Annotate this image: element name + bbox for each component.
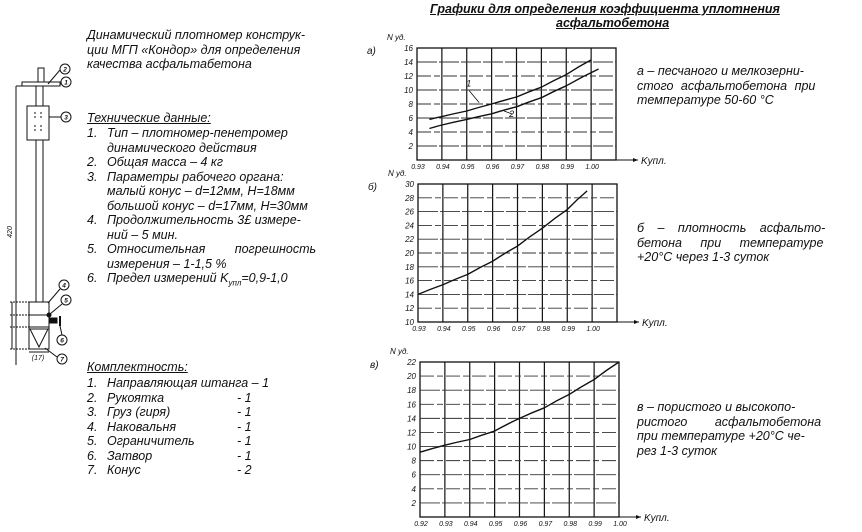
series-leader [469, 91, 479, 103]
callout-7: 7 [60, 356, 64, 364]
arrow-head-icon [634, 320, 639, 324]
y-tick-label: 4 [411, 484, 416, 494]
kit-item: 4. Наковальня - 1 [87, 419, 252, 434]
x-tick-label: 0.93 [412, 326, 426, 333]
panel-label: б) [368, 182, 377, 193]
tech-item-6: 6. Предел измерений $K_{упл}=0,9-1,0$ [87, 271, 288, 288]
x-tick-label: 0.98 [536, 326, 551, 333]
x-tick-label: 0.99 [588, 521, 602, 528]
x-axis-label: Kупл. [642, 318, 668, 329]
x-tick-label: 0.94 [463, 521, 478, 528]
kit-item: 3. Груз (гиря) - 1 [87, 405, 252, 419]
y-tick-label: 24 [405, 221, 414, 231]
panel-label: в) [370, 360, 379, 371]
x-tick-label: 0.94 [437, 326, 451, 333]
charts-title-line-2: асфальтобетона [556, 16, 670, 30]
y-tick-label: 18 [407, 386, 416, 396]
chart-c [360, 340, 670, 532]
x-tick-label: 0.95 [460, 164, 475, 171]
kit-heading: Комплектность: [87, 360, 188, 374]
y-tick-label: 28 [405, 193, 414, 203]
limiter [29, 315, 49, 327]
weight [27, 106, 49, 140]
chart-a [360, 30, 667, 171]
series-label-2: 2 [509, 109, 515, 119]
y-tick-label: 10 [405, 318, 414, 327]
x-tick-label: 0.95 [461, 326, 476, 333]
intro-line: ции МГП «Кондор» для определения [87, 42, 301, 57]
description-a: а – песчаного и мелкозерни- стого асфальтобетона при температуре 50-60 °C [637, 64, 816, 107]
y-tick-label: 2 [408, 142, 413, 151]
x-tick-label: 0.98 [535, 164, 550, 171]
kit-list [87, 376, 307, 478]
y-tick-label: 16 [407, 400, 416, 410]
y-tick-label: 14 [407, 414, 416, 424]
y-tick-label: 18 [405, 262, 414, 272]
dimension-height-label: 420 [7, 226, 14, 238]
tech-item-4: 4. Продолжительность 3£ измере- ний – 5 мин. [87, 213, 301, 242]
callout-4: 4 [62, 282, 66, 290]
description-b: б – плотность асфальто- бетона при температуре +20°C через 1-3 суток [637, 221, 826, 264]
callout-5: 5 [64, 297, 68, 305]
x-tick-label: 0.97 [511, 326, 526, 333]
x-tick-label: 0.99 [560, 164, 575, 171]
y-tick-label: 22 [405, 235, 414, 245]
kit-item: 1. Направляющая штанга – 1 [87, 376, 270, 390]
x-tick-label: 0.93 [439, 521, 453, 528]
kit-item: 5. Ограничитель - 1 [87, 434, 252, 448]
x-tick-label: 0.95 [488, 521, 503, 528]
x-tick-label: 0.92 [414, 521, 428, 528]
y-tick-label: 12 [407, 428, 416, 438]
y-tick-label: 6 [408, 114, 413, 123]
charts-title-line-1: Графики для определения коэффициента уплотнения [430, 2, 780, 16]
tech-list [87, 126, 316, 291]
y-axis-label: N уд. [387, 33, 406, 42]
kit-item: 7. Конус - 2 [87, 463, 252, 477]
y-axis-label: N уд. [388, 169, 407, 178]
x-tick-label: 0.96 [486, 326, 501, 333]
tech-item-3: 3. Параметры рабочего органа: малый конус – d=12мм, H=18мм большой конус – d=17мм, H=30мм [87, 169, 308, 213]
kit-item: 6. Затвор - 1 [87, 448, 252, 463]
tech-item-5: 5. Относительная погрешность измерения – 1-1,5 % [87, 242, 317, 271]
y-tick-label: 6 [411, 470, 416, 480]
y-tick-label: 10 [407, 442, 416, 452]
tech-item-1: 1. Тип – плотномер-пенетромер динамического действия [87, 126, 288, 155]
y-tick-label: 8 [408, 100, 413, 109]
x-axis-label: Kупл. [641, 156, 667, 167]
y-axis-label: N уд. [390, 347, 409, 356]
y-tick-label: 4 [408, 128, 413, 137]
x-tick-label: 0.99 [561, 326, 576, 333]
y-tick-label: 8 [411, 456, 416, 466]
panel-label: а) [367, 46, 376, 57]
x-tick-label: 0.97 [510, 164, 525, 171]
series-line-2 [429, 69, 598, 129]
x-tick-label: 1.00 [586, 326, 600, 333]
y-tick-label: 14 [404, 58, 413, 67]
x-tick-label: 1.00 [613, 521, 627, 528]
rod-top [38, 68, 44, 82]
intro-line: Динамический плотномер конструк- [87, 28, 306, 42]
x-tick-label: 0.96 [513, 521, 528, 528]
y-tick-label: 26 [405, 207, 414, 217]
x-tick-label: 0.94 [436, 164, 450, 171]
chart-b [360, 165, 668, 340]
intro-line: качества асфальтабетона [87, 57, 252, 71]
anvil [29, 302, 49, 315]
intro-text [87, 28, 305, 72]
dimension-bottom-label: (17) [31, 355, 45, 362]
description-c: в – пористого и высокопо- ристого асфальтобетона при температуре +20°C че- рез 1-3 суток [637, 400, 822, 458]
x-tick-label: 0.93 [411, 164, 425, 171]
series-label-1: 1 [466, 78, 472, 89]
arrow-head-icon [633, 158, 638, 162]
densimeter-drawing [0, 0, 100, 532]
callout-1: 1 [64, 79, 68, 87]
y-tick-label: 16 [405, 276, 414, 286]
y-tick-label: 30 [405, 180, 414, 189]
x-axis-label: Kупл. [644, 513, 670, 524]
y-tick-label: 16 [404, 44, 413, 53]
y-tick-label: 14 [405, 290, 414, 300]
callout-6: 6 [60, 337, 64, 345]
callout-2: 2 [63, 66, 67, 74]
callout-3: 3 [64, 114, 68, 122]
handle [22, 82, 60, 86]
kit-item: 2. Рукоятка - 1 [87, 390, 252, 405]
y-tick-label: 12 [405, 304, 414, 314]
x-tick-label: 1.00 [585, 164, 599, 171]
x-tick-label: 0.98 [563, 521, 578, 528]
y-tick-label: 20 [407, 372, 416, 382]
x-tick-label: 0.97 [538, 521, 553, 528]
arrow-head-icon [636, 515, 641, 519]
y-tick-label: 20 [405, 249, 414, 258]
y-tick-label: 2 [411, 498, 416, 508]
y-tick-label: 10 [404, 86, 413, 95]
tech-item-2: 2. Общая масса – 4 кг [87, 155, 223, 169]
y-tick-label: 22 [407, 358, 416, 367]
y-tick-label: 12 [404, 72, 413, 81]
tech-heading: Технические данные: [87, 111, 211, 125]
cone-housing [29, 327, 49, 349]
x-tick-label: 0.96 [485, 164, 500, 171]
